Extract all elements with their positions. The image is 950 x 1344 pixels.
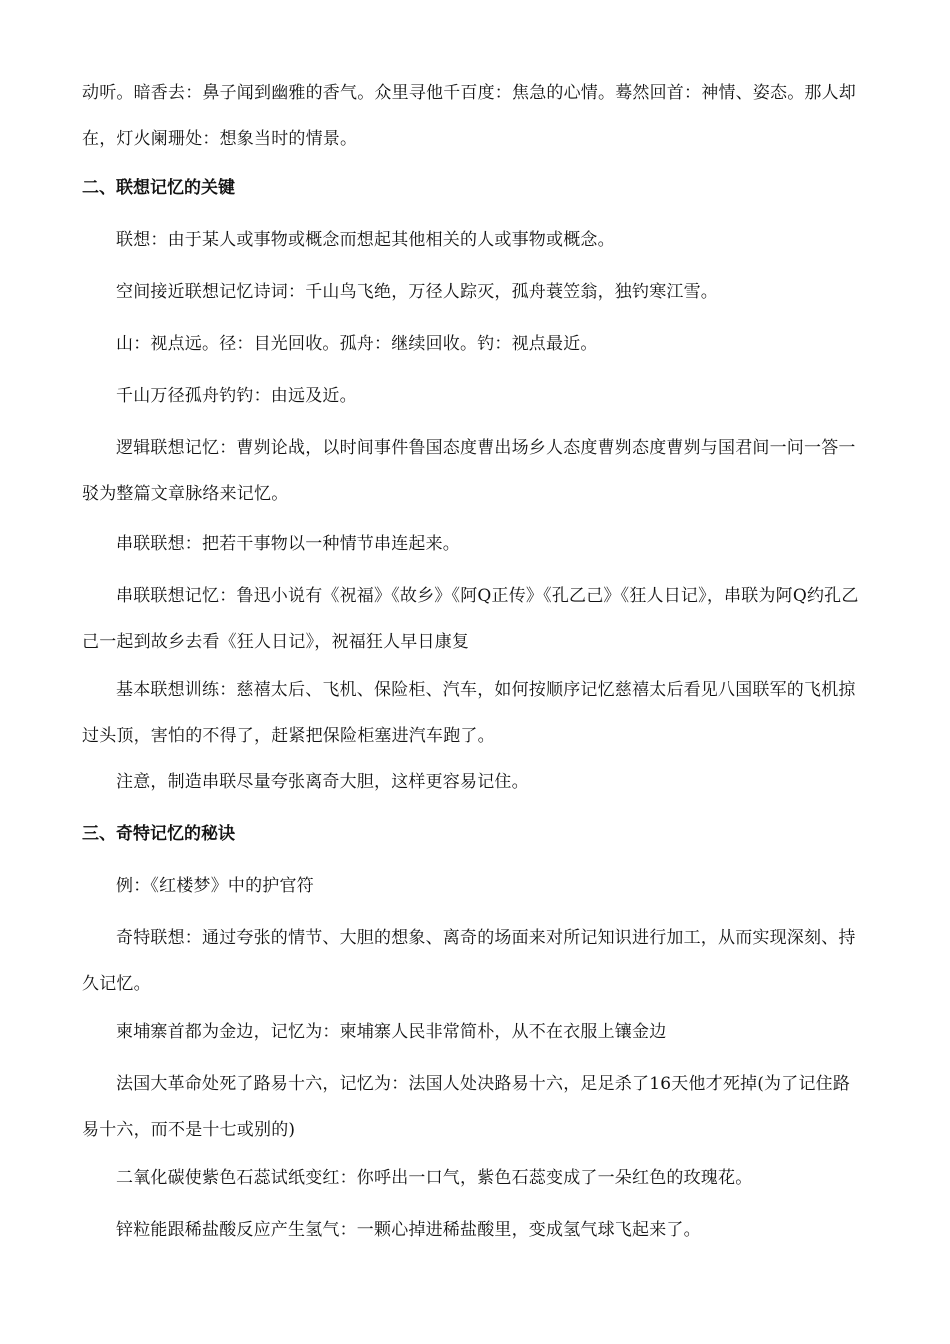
paragraph-chain-association: 串联联想：把若干事物以一种情节串连起来。 <box>116 534 460 554</box>
paragraph-intro: 动听。暗香去：鼻子闻到幽雅的香气。众里寻他千百度：焦急的心情。蓦然回首：神情、姿态。那人却在，灯火阑珊处：想象当时的情景。 <box>82 83 856 149</box>
paragraph-note: 注意，制造串联尽量夸张离奇大胆，这样更容易记住。 <box>116 772 529 792</box>
paragraph-association-definition: 联想：由于某人或事物或概念而想起其他相关的人或事物或概念。 <box>116 230 615 250</box>
paragraph-example: 例：《红楼梦》中的护官符 <box>116 876 314 896</box>
paragraph-cambodia: 柬埔寨首都为金边，记忆为：柬埔寨人民非常简朴，从不在衣服上镶金边 <box>116 1022 667 1042</box>
paragraph-peculiar-definition: 奇特联想：通过夸张的情节、大胆的想象、离奇的场面来对所记知识进行加工，从而实现深刻、持久记忆。 <box>82 928 856 994</box>
section-heading-association: 二、联想记忆的关键 <box>82 178 235 198</box>
paragraph-viewpoint: 山：视点远。径：目光回收。孤舟：继续回收。钓：视点最近。 <box>116 334 598 354</box>
paragraph-louis: 法国大革命处死了路易十六，记忆为：法国人处决路易十六，足足杀了16天他才死掉(为了记住路易十六，而不是十七或别的) <box>82 1074 851 1140</box>
section-heading-peculiar: 三、奇特记忆的秘诀 <box>82 824 235 844</box>
paragraph-chain-memory: 串联联想记忆：鲁迅小说有《祝福》《故乡》《阿Q正传》《孔乙己》《狂人日记》，串联为阿Q约孔乙己一起到故乡去看《狂人日记》，祝福狂人早日康复 <box>82 586 859 652</box>
paragraph-logical-association: 逻辑联想记忆：曹刿论战，以时间事件鲁国态度曹出场乡人态度曹刿态度曹刿与国君间一问一答一驳为整篇文章脉络来记忆。 <box>82 438 856 504</box>
paragraph-co2: 二氧化碳使紫色石蕊试纸变红：你呼出一口气，紫色石蕊变成了一朵红色的玫瑰花。 <box>116 1168 753 1188</box>
paragraph-far-to-near: 千山万径孤舟钓钓：由远及近。 <box>116 386 357 406</box>
paragraph-basic-training: 基本联想训练：慈禧太后、飞机、保险柜、汽车，如何按顺序记忆慈禧太后看见八国联军的飞机掠过头顶，害怕的不得了，赶紧把保险柜塞进汽车跑了。 <box>82 680 856 746</box>
paragraph-zinc: 锌粒能跟稀盐酸反应产生氢气：一颗心掉进稀盐酸里，变成氢气球飞起来了。 <box>116 1220 701 1240</box>
paragraph-spatial-association: 空间接近联想记忆诗词：千山鸟飞绝，万径人踪灭，孤舟蓑笠翁，独钓寒江雪。 <box>116 282 718 302</box>
